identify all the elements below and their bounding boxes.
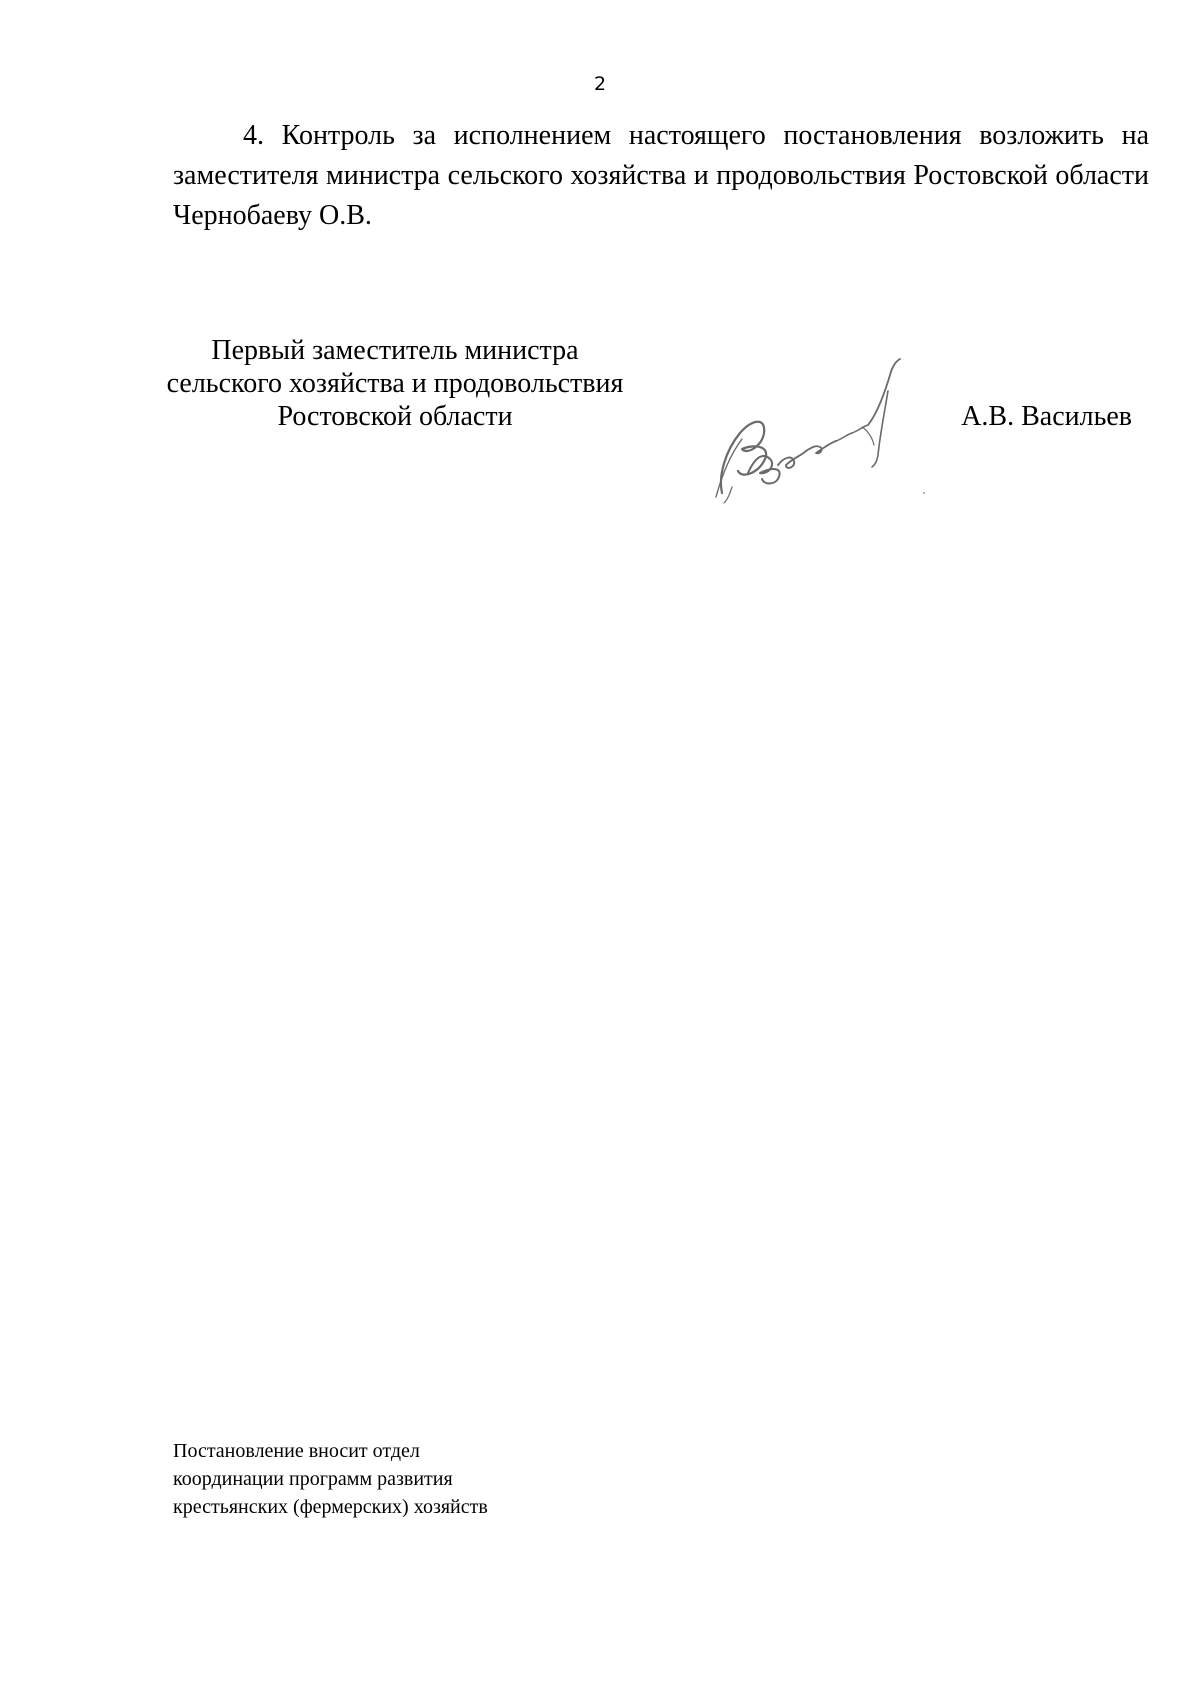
signatory-position-line: сельского хозяйства и продовольствия xyxy=(166,368,624,399)
page-number: 2 xyxy=(593,73,607,95)
submitting-department-note xyxy=(173,1437,488,1521)
signatory-position xyxy=(140,334,650,433)
footer-note-line: крестьянских (фермерских) хозяйств xyxy=(173,1496,488,1518)
signatory-name: А.В. Васильев xyxy=(961,401,1132,432)
body-paragraph: 4. Контроль за исполнением настоящего постановления возложить на заместителя министра сельского хозяйства и продовольствия Ростовской области Чернобаеву О.В. xyxy=(173,120,1149,231)
signatory-position-line: Первый заместитель министра xyxy=(211,335,579,366)
footer-note-line: координации программ развития xyxy=(173,1468,453,1490)
signatory-position-line: Ростовской области xyxy=(277,401,513,432)
handwritten-signature-image xyxy=(712,355,942,505)
footer-note-line: Постановление вносит отдел xyxy=(173,1440,420,1462)
